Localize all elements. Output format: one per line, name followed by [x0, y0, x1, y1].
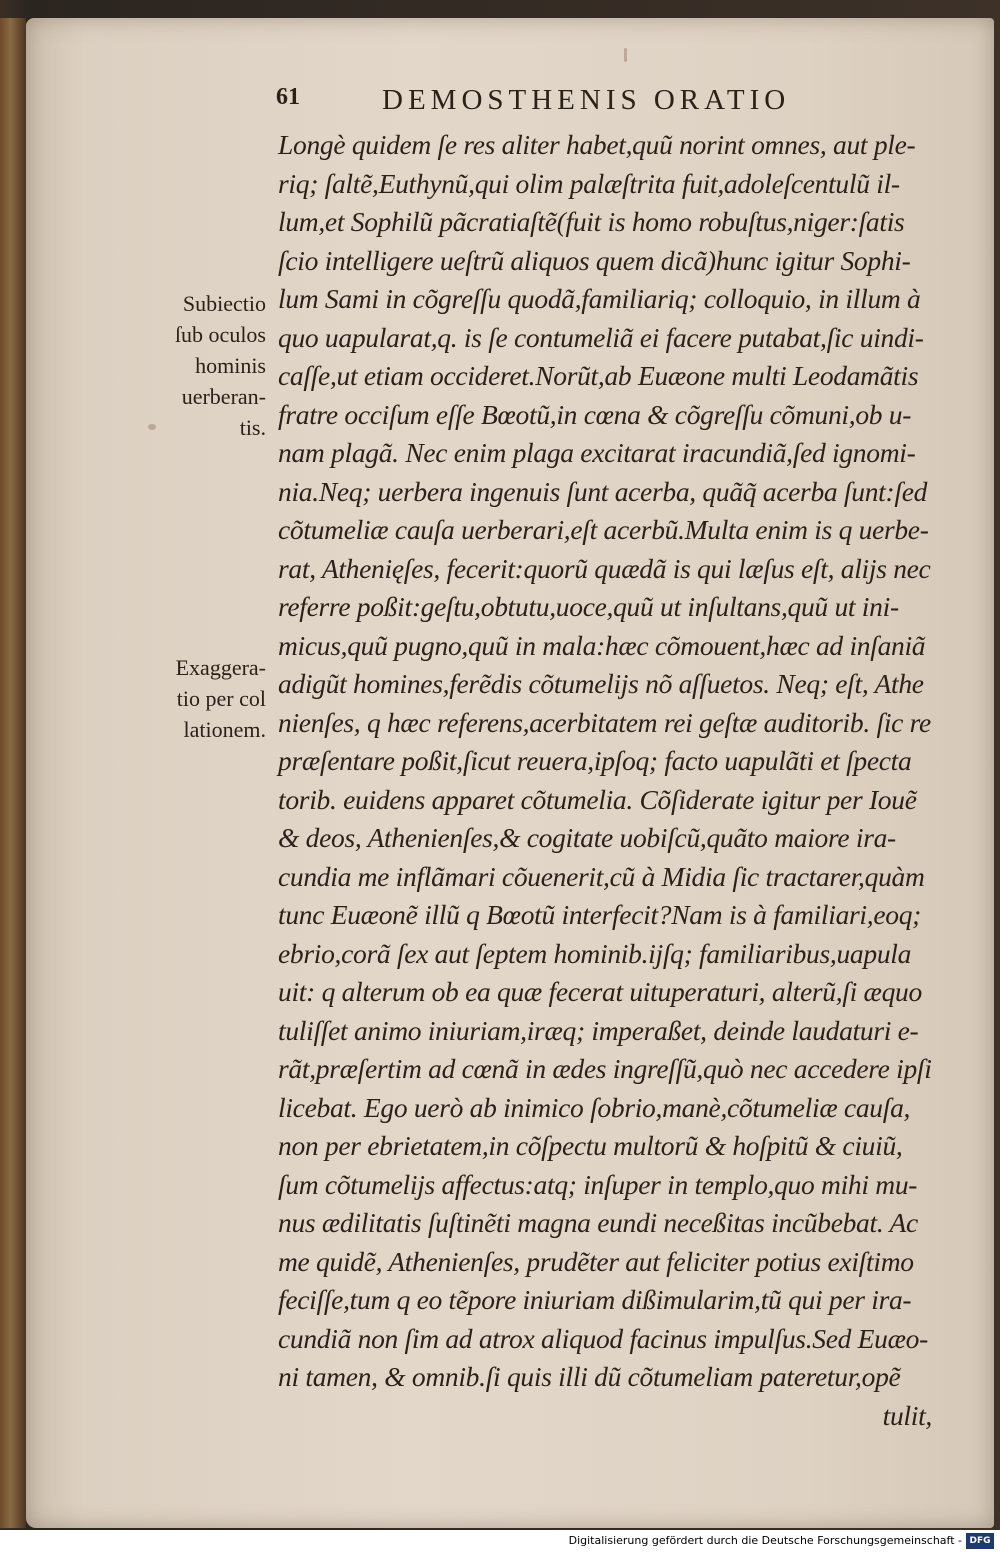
- marginal-note-line: Exaggera-: [175, 655, 266, 680]
- text-line: ſum cõtumelijs affectus:atq; inſuper in templo,quo mihi mu-: [278, 1168, 918, 1200]
- digitization-footer: [0, 1530, 1000, 1554]
- catchword-line: tulit,: [882, 1399, 932, 1431]
- marginal-note-line: Subiectio: [182, 291, 266, 316]
- text-line: micus,quũ pugno,quũ in mala:hæc cõmouent,hæc ad inſaniã: [278, 629, 926, 661]
- text-line: quo uapularat,q. is ſe contumeliã ei facere putabat,ſic uindi-: [278, 321, 924, 353]
- text-line: ebrio,corã ſex aut ſeptem hominib.ijſq; familiaribus,uapula: [278, 937, 912, 969]
- text-line: tuliſſet animo iniuriam,iræq; imperaßet, deinde laudaturi e-: [278, 1014, 919, 1046]
- text-line: riq; ſaltẽ,Euthynũ,qui olim palæſtrita fuit,adoleſcentulũ il-: [278, 167, 900, 199]
- text-line: caſſe,ut etiam occideret.Norũt,ab Euæone multi Leodamãtis: [278, 360, 919, 391]
- text-line: præſentare poßit,ſicut reuera,ipſoq; facto uapulãti et ſpecta: [278, 745, 912, 776]
- text-line: tunc Euæonẽ illũ q Bœotũ interfecit?Nam is à familiari,eoq;: [278, 899, 922, 930]
- marginal-note-line: uerberan-: [181, 384, 266, 409]
- marginal-note: [136, 652, 266, 745]
- text-line: nia.Neq; uerbera ingenuis ſunt acerba, quãq̃ acerba ſunt:ſed: [278, 475, 928, 507]
- text-line: adigũt homines,ferẽdis cõtumelijs nõ aſſuetos. Neq; eſt, Athe: [278, 668, 924, 699]
- body-text: [278, 126, 938, 1435]
- text-line: rat, Athenięſes, fecerit:quorũ quædã is qui læſus eſt, alijs nec: [278, 552, 931, 584]
- text-line: nam plagã. Nec enim plaga excitarat iracundiã,ſed ignomi-: [278, 437, 916, 468]
- marginal-note-line: hominis: [195, 353, 266, 378]
- marginal-note-line: lationem.: [183, 717, 266, 742]
- book-spine-edge: [0, 18, 26, 1528]
- text-line: nienſes, q hæc referens,acerbitatem rei geſtæ auditorib. ſic re: [278, 706, 931, 738]
- text-line: & deos, Athenienſes,& cogitate uobiſcũ,quãto maiore ira-: [278, 822, 896, 853]
- text-line: licebat. Ego uerò ab inimico ſobrio,manè,cõtumeliæ cauſa,: [278, 1091, 911, 1123]
- marginal-note-line: tis.: [239, 415, 266, 440]
- text-line: ni tamen, & omnib.ſi quis illi dũ cõtumeliam pateretur,opẽ: [278, 1361, 901, 1392]
- marginal-note: [136, 288, 266, 443]
- running-title: DEMOSTHENIS ORATIO: [382, 84, 791, 116]
- text-line: non per ebrietatem,in cõſpectu multorũ & hoſpitũ & ciuiũ,: [278, 1130, 903, 1161]
- text-line: lum,et Sophilũ pãcratiaſtẽ(fuit is homo robuſtus,niger:ſatis: [278, 206, 905, 237]
- text-line: Longè quidem ſe res aliter habet,quũ norint omnes, aut ple-: [278, 129, 916, 160]
- text-line: referre poßit:geſtu,obtutu,uoce,quũ ut inſultans,quũ ut ini-: [278, 591, 899, 622]
- marginal-note-line: ſub oculos: [174, 322, 266, 347]
- marginal-note-line: tio per col: [176, 686, 266, 711]
- text-line: rãt,præſertim ad cœnã in ædes ingreſſũ,quò nec accedere ipſi: [278, 1053, 932, 1084]
- dfg-logo-icon: DFG: [966, 1533, 994, 1549]
- text-line: uit: q alterum ob ea quæ fecerat uituperaturi, alterũ,ſi æquo: [278, 976, 922, 1007]
- text-line: nus ædilitatis ſuſtinẽti magna eundi neceßitas incũbebat. Ac: [278, 1207, 918, 1238]
- text-line: ſcio intelligere ueſtrũ aliquos quem dicã)hunc igitur Sophi-: [278, 244, 911, 276]
- text-line: lum Sami in cõgreſſu quodã,familiariq; colloquio, in illum à: [278, 283, 921, 314]
- text-line: me quidẽ, Athenienſes, prudẽter aut feliciter potius exiſtimo: [278, 1245, 914, 1277]
- page-header: [276, 84, 856, 124]
- text-line: torib. euidens apparet cõtumelia. Cõſiderate igitur per Iouẽ: [278, 783, 917, 815]
- ink-mark: [624, 48, 627, 62]
- funding-credit: Digitalisierung gefördert durch die Deutsche Forschungsgemeinschaft -: [568, 1534, 962, 1547]
- text-line: cundia me inflãmari cõuenerit,cũ à Midia ſic tractarer,quàm: [278, 860, 925, 892]
- text-line: feciſſe,tum q eo tẽpore iniuriam dißimularim,tũ qui per ira-: [278, 1284, 912, 1315]
- text-line: cundiã non ſim ad atrox aliquod facinus impulſus.Sed Euæo-: [278, 1322, 928, 1354]
- page-number: 61: [276, 84, 300, 110]
- text-line: fratre occiſum eſſe Bœotũ,in cœna & cõgreſſu cõmuni,ob u-: [278, 398, 912, 430]
- text-line: cõtumeliæ cauſa uerberari,eſt acerbũ.Multa enim is q uerbe-: [278, 514, 929, 545]
